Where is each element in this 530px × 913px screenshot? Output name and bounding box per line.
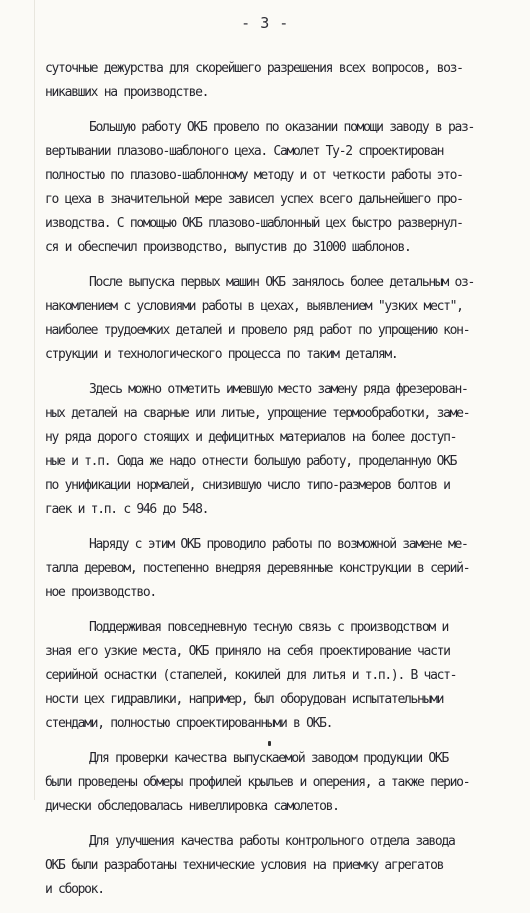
text-line: ну ряда дорого стоящих и дефицитных материалов на более доступ- (45, 430, 457, 445)
text-line: талла деревом, постепенно внедряя деревянные конструкции в серий- (45, 561, 470, 576)
text-line: накомлением с условиями работы в цехах, выявлением "узких мест", (45, 299, 463, 314)
text-line: ное производство. (45, 585, 156, 600)
text-line: ОКБ были разработаны технические условия на приемку агрегатов (45, 858, 444, 873)
paragraph-bottlenecks (45, 271, 517, 367)
text-line: После выпуска первых машин ОКБ занялось более детальным оз- (89, 275, 475, 290)
text-line: вертывании плазово-шаблоного цеха. Самолет Ту-2 спроектирован (45, 144, 444, 159)
text-line: ности цех гидравлики, например, был оборудован испытательными (45, 692, 444, 707)
page-number: - 3 - (241, 14, 289, 32)
body-text (45, 57, 517, 913)
paragraph-tooling (45, 616, 517, 736)
text-line: дически обследовалась нивеллировка самолетов. (45, 799, 339, 814)
text-line: изводства. С помощью ОКБ плазово-шаблонный цех быстро развернул- (45, 216, 463, 231)
text-line: суточные дежурства для скорейшего разрешения всех вопросов, воз- (45, 61, 463, 76)
text-line: Для улучшения качества работы контрольного отдела завода (89, 834, 455, 849)
text-line: стендами, полностью спроектированными в ОКБ. (45, 716, 333, 731)
binding-margin-line (34, 0, 35, 800)
text-line: Наряду с этим ОКБ проводило работы по возможной замене ме- (89, 537, 468, 552)
text-line: по унификации нормалей, снизившую число типо-размеров болтов и (45, 478, 450, 493)
text-line: Здесь можно отметить имевшую место замену ряда фрезерован- (89, 382, 468, 397)
text-line: никавших на производстве. (45, 85, 209, 100)
text-line: были проведены обмеры профилей крыльев и оперения, а также перио- (45, 775, 470, 790)
text-line: го цеха в значительной мере зависел успех всего дальнейшего про- (45, 192, 463, 207)
text-line: полностью по плазово-шаблонному методу и от четкости работы это- (45, 168, 463, 183)
paragraph-part-replacement (45, 378, 517, 522)
text-line: серийной оснастки (стапелей, кокилей для литья и т.п.). В част- (45, 668, 457, 683)
paragraph-wood-structures (45, 533, 517, 605)
text-line: наиболее трудоемких деталей и провело ряд работ по упрощению кон- (45, 323, 470, 338)
text-line: струкции и технологического процесса по таким деталям. (45, 347, 398, 362)
paragraph-template-shop (45, 116, 517, 260)
text-line: Большую работу ОКБ провело по оказании помощи заводу в раз- (89, 120, 475, 135)
paragraph-quality-checks (45, 747, 517, 819)
text-line: гаек и т.п. с 946 до 548. (45, 502, 209, 517)
text-line: и сборок. (45, 882, 104, 897)
ink-mark (268, 741, 271, 746)
text-line: Для проверки качества выпускаемой заводом продукции ОКБ (89, 751, 448, 766)
text-line: зная его узкие места, ОКБ приняло на себя проектирование части (45, 644, 450, 659)
text-line: ных деталей на сварные или литые, упрощение термообработки, заме- (45, 406, 470, 421)
paragraph-continuation (45, 57, 517, 105)
text-line: ные и т.п. Сюда же надо отнести большую работу, проделанную ОКБ (45, 454, 457, 469)
paragraph-inspection-conditions (45, 830, 517, 902)
text-line: ся и обеспечил производство, выпустив до 31000 шаблонов. (45, 240, 411, 255)
text-line: Поддерживая повседневную тесную связь с производством и (89, 620, 448, 635)
